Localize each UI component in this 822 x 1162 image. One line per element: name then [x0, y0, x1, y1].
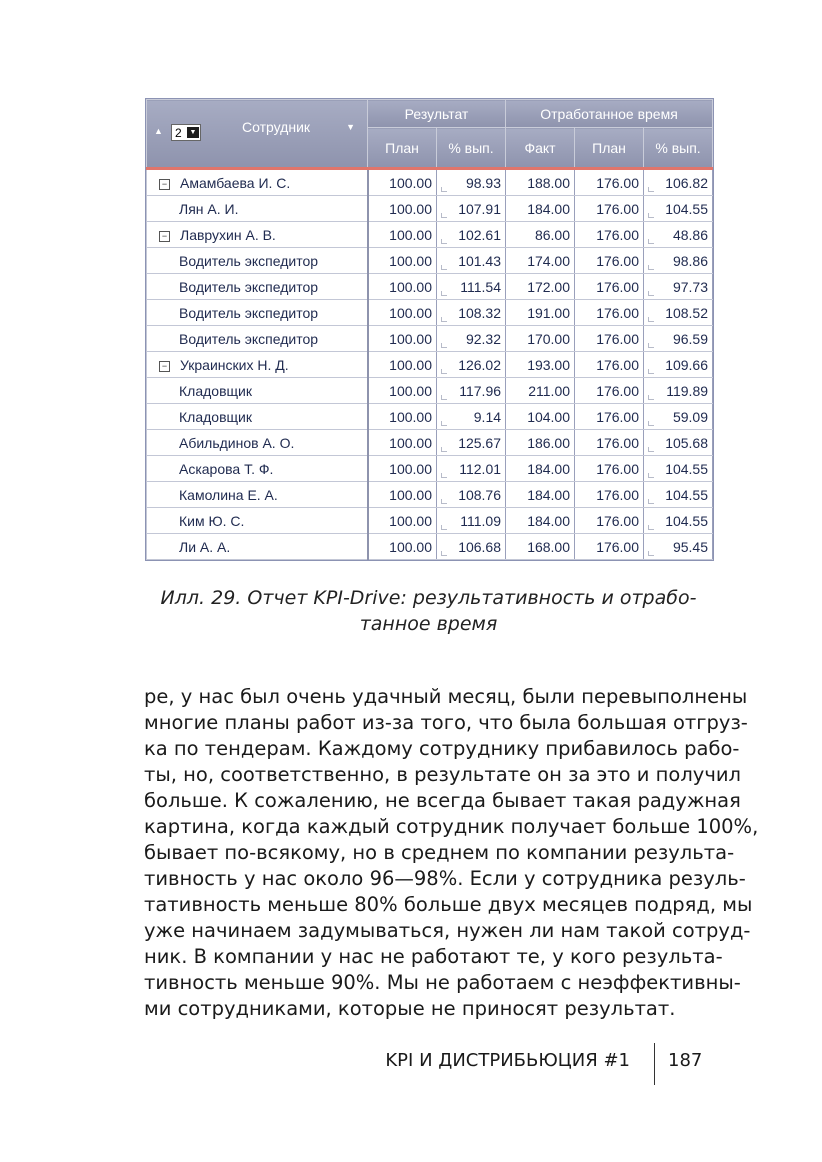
value-cell: 191.00 — [506, 300, 575, 326]
employee-cell[interactable] — [147, 404, 368, 430]
value-cell: 100.00 — [368, 508, 437, 534]
table-row[interactable] — [147, 534, 713, 560]
table-row[interactable] — [147, 274, 713, 300]
text-line: картина, когда каждый сотрудник получает больше 100%, — [144, 815, 759, 838]
value-cell: 176.00 — [575, 378, 644, 404]
value-cell: 176.00 — [575, 326, 644, 352]
table-row[interactable] — [147, 196, 713, 222]
value-cell: 176.00 — [575, 482, 644, 508]
employee-cell[interactable] — [147, 456, 368, 482]
page-number: 187 — [668, 1050, 703, 1071]
employee-name: Ким Ю. С. — [179, 512, 245, 529]
value-cell: 100.00 — [368, 326, 437, 352]
table-row[interactable] — [147, 508, 713, 534]
value-cell: 86.00 — [506, 222, 575, 248]
value-cell: 95.45 — [644, 534, 713, 560]
value-cell: 125.67 — [437, 430, 506, 456]
value-cell: 172.00 — [506, 274, 575, 300]
employee-name: Украинских Н. Д. — [180, 356, 289, 373]
value-cell: 112.01 — [437, 456, 506, 482]
value-cell: 97.73 — [644, 274, 713, 300]
value-cell: 168.00 — [506, 534, 575, 560]
collapse-icon[interactable]: − — [159, 361, 170, 372]
value-cell: 108.52 — [644, 300, 713, 326]
value-cell: 100.00 — [368, 430, 437, 456]
table-row[interactable] — [147, 482, 713, 508]
value-cell: 106.68 — [437, 534, 506, 560]
employee-name: Водитель экспедитор — [179, 304, 319, 321]
value-cell: 174.00 — [506, 248, 575, 274]
value-cell: 104.55 — [644, 196, 713, 222]
employee-name: Кладовщик — [179, 382, 252, 399]
value-cell: 176.00 — [575, 352, 644, 378]
employee-name: Ли А. А. — [179, 538, 231, 555]
text-line: тивность меньше 90%. Мы не работаем с неэффективны- — [144, 971, 741, 994]
value-cell: 100.00 — [368, 378, 437, 404]
employee-cell[interactable] — [147, 196, 368, 222]
col-header-fact[interactable]: Факт — [506, 128, 575, 169]
table-body — [147, 169, 713, 560]
value-cell: 184.00 — [506, 196, 575, 222]
value-cell: 105.68 — [644, 430, 713, 456]
value-cell: 108.76 — [437, 482, 506, 508]
text-line: больше. К сожалению, не всегда бывает такая радужная — [144, 789, 741, 812]
level-selector[interactable] — [171, 124, 201, 141]
text-line: ка по тендерам. Каждому сотруднику прибавилось рабо- — [144, 737, 740, 760]
value-cell: 100.00 — [368, 300, 437, 326]
collapse-icon[interactable]: − — [159, 179, 170, 190]
value-cell: 186.00 — [506, 430, 575, 456]
value-cell: 104.55 — [644, 508, 713, 534]
value-cell: 109.66 — [644, 352, 713, 378]
value-cell: 176.00 — [575, 169, 644, 196]
table-row[interactable] — [147, 326, 713, 352]
caption-line: Илл. 29. Отчет KPI-Drive: результативность и отрабо- — [160, 587, 697, 609]
value-cell: 104.55 — [644, 456, 713, 482]
table-row[interactable] — [147, 169, 713, 196]
value-cell: 100.00 — [368, 534, 437, 560]
footer-divider — [654, 1043, 655, 1085]
employee-cell[interactable] — [147, 352, 368, 378]
employee-name: Камолина Е. А. — [179, 486, 278, 503]
col-header-percent-time[interactable]: % вып. — [644, 128, 713, 169]
table-row[interactable] — [147, 456, 713, 482]
text-line: тативность меньше 80% больше двух месяцев подряд, мы — [144, 893, 753, 916]
collapse-icon[interactable]: − — [159, 231, 170, 242]
sort-arrow-icon[interactable]: ▲ — [154, 126, 163, 136]
value-cell: 170.00 — [506, 326, 575, 352]
text-line: бывает по-всякому, но в среднем по компании результа- — [144, 841, 735, 864]
employee-name: Абильдинов А. О. — [179, 434, 295, 451]
value-cell: 101.43 — [437, 248, 506, 274]
employee-cell[interactable] — [147, 482, 368, 508]
value-cell: 100.00 — [368, 482, 437, 508]
employee-name: Аскарова Т. Ф. — [179, 460, 274, 477]
value-cell: 108.32 — [437, 300, 506, 326]
employee-name: Лаврухин А. В. — [180, 226, 276, 243]
text-line: многие планы работ из-за того, что была большая отгруз- — [144, 711, 748, 734]
value-cell: 104.00 — [506, 404, 575, 430]
employee-cell[interactable] — [147, 534, 368, 560]
employee-cell[interactable] — [147, 274, 368, 300]
caption-line: танное время — [359, 613, 498, 635]
employee-column-header[interactable] — [147, 100, 368, 169]
value-cell: 111.09 — [437, 508, 506, 534]
value-cell: 92.32 — [437, 326, 506, 352]
text-line: ник. В компании у нас не работают те, у кого результа- — [144, 945, 723, 968]
employee-name: Водитель экспедитор — [179, 278, 319, 295]
value-cell: 59.09 — [644, 404, 713, 430]
value-cell: 176.00 — [575, 196, 644, 222]
text-line: ми сотрудниками, которые не приносят результат. — [144, 997, 676, 1020]
running-footer-title: KPI И ДИСТРИБЬЮЦИЯ #1 — [385, 1050, 630, 1071]
col-header-percent[interactable]: % вып. — [437, 128, 506, 169]
kpi-report-table — [145, 98, 714, 561]
value-cell: 100.00 — [368, 456, 437, 482]
value-cell: 9.14 — [437, 404, 506, 430]
text-line: уже начинаем задумываться, нужен ли нам такой сотруд- — [144, 919, 751, 942]
value-cell: 98.93 — [437, 169, 506, 196]
employee-name: Амамбаева И. С. — [180, 174, 291, 191]
employee-cell[interactable] — [147, 300, 368, 326]
value-cell: 117.96 — [437, 378, 506, 404]
value-cell: 176.00 — [575, 222, 644, 248]
value-cell: 100.00 — [368, 196, 437, 222]
value-cell: 119.89 — [644, 378, 713, 404]
table-row[interactable] — [147, 248, 713, 274]
value-cell: 106.82 — [644, 169, 713, 196]
value-cell: 176.00 — [575, 508, 644, 534]
table-row[interactable] — [147, 300, 713, 326]
value-cell: 184.00 — [506, 456, 575, 482]
employee-header-label: Сотрудник — [242, 119, 311, 135]
employee-cell[interactable] — [147, 430, 368, 456]
text-line: тивность у нас около 96—98%. Если у сотрудника резуль- — [144, 867, 746, 890]
value-cell: 176.00 — [575, 248, 644, 274]
value-cell: 176.00 — [575, 300, 644, 326]
value-cell: 96.59 — [644, 326, 713, 352]
kpi-table — [146, 99, 713, 560]
body-paragraph — [144, 684, 759, 1022]
level-value: 2 — [175, 126, 182, 140]
employee-cell[interactable] — [147, 169, 368, 196]
result-group-header: Результат — [368, 100, 506, 128]
table-row[interactable] — [147, 404, 713, 430]
value-cell: 193.00 — [506, 352, 575, 378]
text-line: ты, но, соответственно, в результате он за это и получил — [144, 763, 742, 786]
value-cell: 100.00 — [368, 404, 437, 430]
employee-name: Лян А. И. — [179, 200, 239, 217]
value-cell: 48.86 — [644, 222, 713, 248]
value-cell: 211.00 — [506, 378, 575, 404]
value-cell: 100.00 — [368, 248, 437, 274]
value-cell: 107.91 — [437, 196, 506, 222]
table-row[interactable] — [147, 430, 713, 456]
text-line: ре, у нас был очень удачный месяц, были перевыполнены — [144, 685, 748, 708]
employee-name: Водитель экспедитор — [179, 330, 319, 347]
employee-name: Кладовщик — [179, 408, 252, 425]
filter-arrow-icon[interactable]: ▼ — [346, 122, 355, 132]
value-cell: 176.00 — [575, 534, 644, 560]
value-cell: 100.00 — [368, 222, 437, 248]
value-cell: 100.00 — [368, 169, 437, 196]
employee-cell[interactable] — [147, 326, 368, 352]
employee-cell[interactable] — [147, 222, 368, 248]
value-cell: 100.00 — [368, 352, 437, 378]
value-cell: 100.00 — [368, 274, 437, 300]
table-row[interactable] — [147, 378, 713, 404]
employee-cell[interactable] — [147, 508, 368, 534]
col-header-plan-time[interactable]: План — [575, 128, 644, 169]
value-cell: 176.00 — [575, 404, 644, 430]
value-cell: 184.00 — [506, 482, 575, 508]
value-cell: 176.00 — [575, 430, 644, 456]
table-row[interactable] — [147, 352, 713, 378]
value-cell: 102.61 — [437, 222, 506, 248]
value-cell: 184.00 — [506, 508, 575, 534]
employee-cell[interactable] — [147, 248, 368, 274]
value-cell: 126.02 — [437, 352, 506, 378]
value-cell: 176.00 — [575, 456, 644, 482]
employee-cell[interactable] — [147, 378, 368, 404]
value-cell: 98.86 — [644, 248, 713, 274]
dropdown-arrow-icon[interactable]: ▼ — [187, 127, 199, 138]
col-header-plan[interactable]: План — [368, 128, 437, 169]
value-cell: 188.00 — [506, 169, 575, 196]
figure-caption — [145, 585, 712, 637]
value-cell: 176.00 — [575, 274, 644, 300]
table-row[interactable] — [147, 222, 713, 248]
worked-time-group-header: Отработанное время — [506, 100, 713, 128]
employee-name: Водитель экспедитор — [179, 252, 319, 269]
value-cell: 104.55 — [644, 482, 713, 508]
value-cell: 111.54 — [437, 274, 506, 300]
